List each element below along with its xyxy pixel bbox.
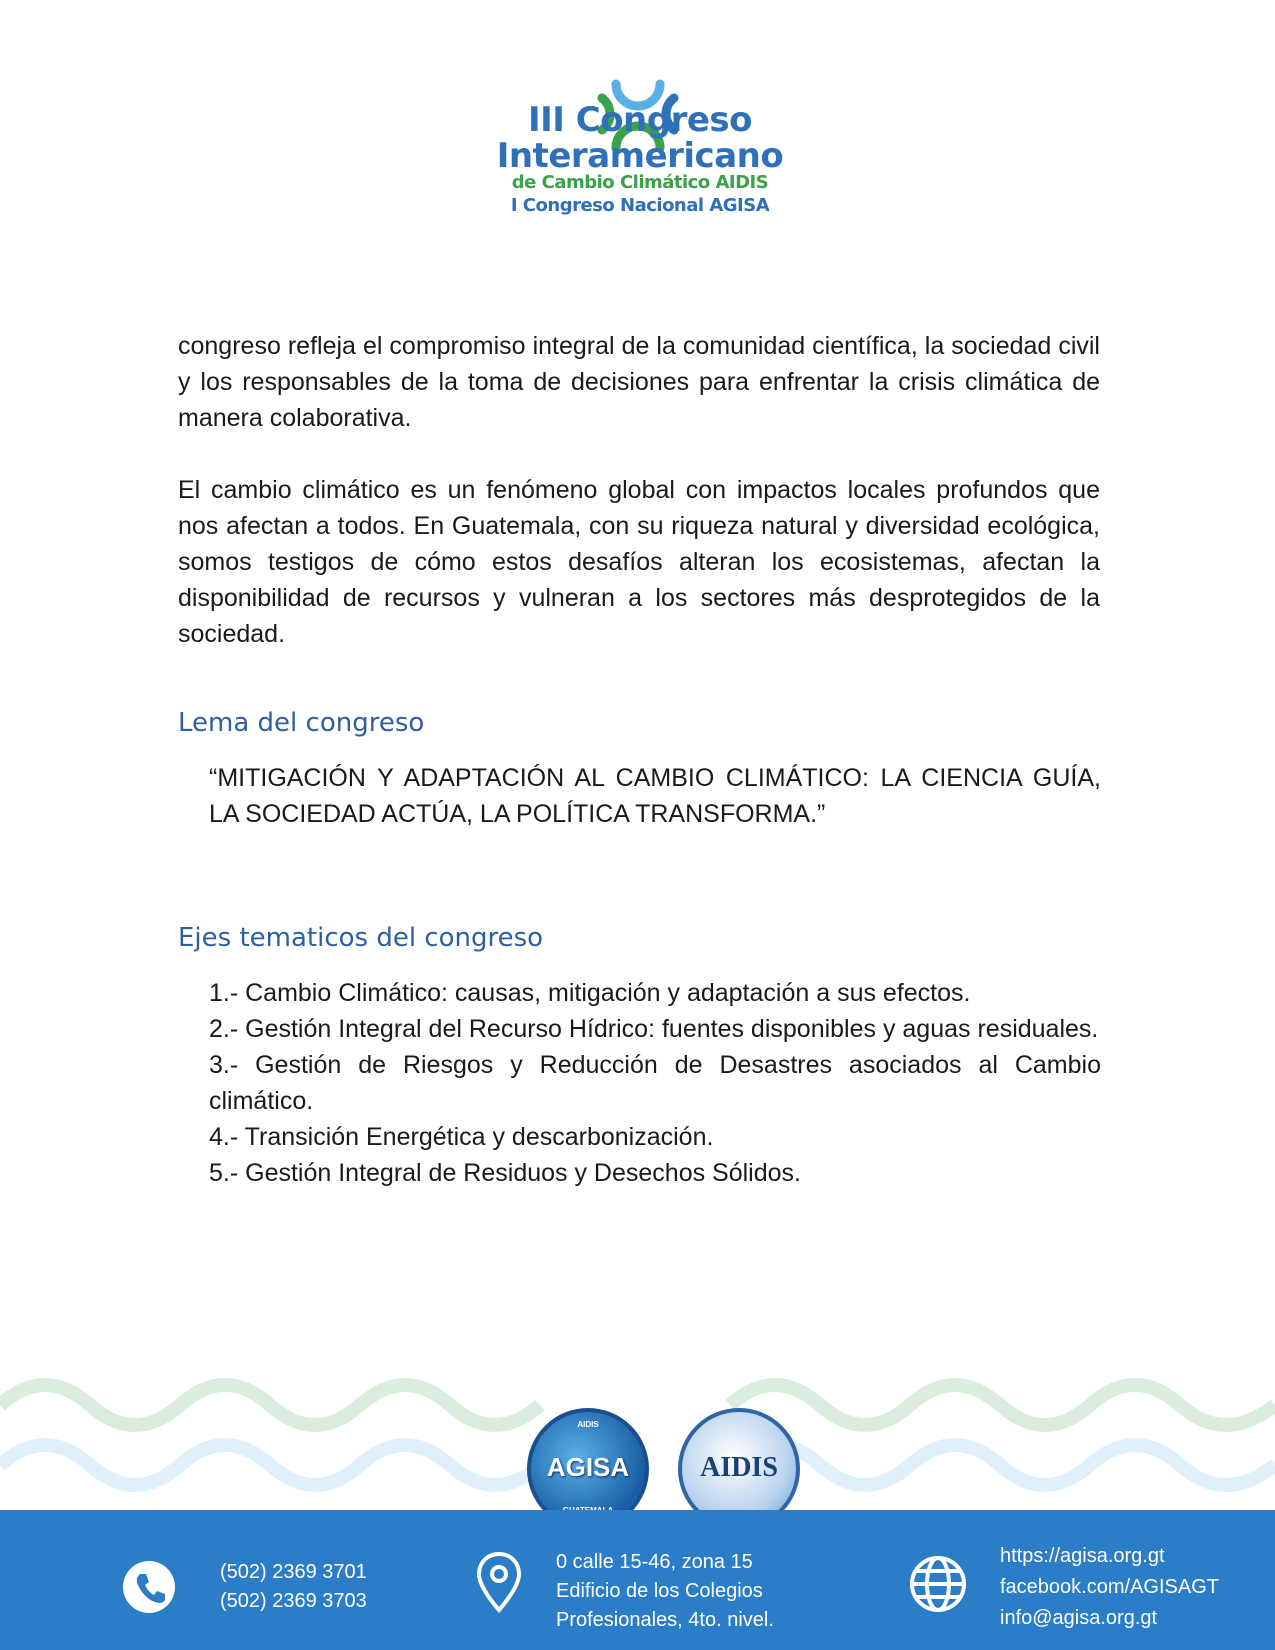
list-item: 1.- Cambio Climático: causas, mitigación y adaptación a sus efectos. [209,979,971,1007]
axes-heading: Ejes tematicos del congreso [178,923,544,953]
axes-list [209,975,1101,1191]
email-link[interactable]: info@agisa.org.gt [1000,1607,1158,1629]
address-line-3: Profesionales, 4to. nivel. [556,1609,774,1631]
motto-heading: Lema del congreso [178,708,425,738]
logo-line-2: Interamericano [496,136,784,176]
website-link[interactable]: https://agisa.org.gt [1000,1545,1165,1567]
list-item: 3.- Gestión de Riesgos y Reducción de Desastres asociados al Cambio climático. [209,1051,1101,1115]
aidis-seal-label: AIDIS [700,1452,778,1483]
phone-number-1[interactable]: (502) 2369 3701 [220,1561,367,1583]
list-item: 4.- Transición Energética y descarbonización. [209,1123,714,1151]
logo-line-1: III Congreso [527,100,753,140]
address-line-1: 0 calle 15-46, zona 15 [556,1551,753,1573]
climate-paragraph: El cambio climático es un fenómeno global con impactos locales profundos que nos afectan a todos. En Guatemala, con su riqueza natural y diversidad ecológica, somos testigos de cómo estos desafíos alteran los ecosistemas, afectan la disponibilidad de recursos y vulneran a los sectores más desprotegidos de la sociedad. [178,476,1100,648]
logo-line-4: I Congreso Nacional AGISA [510,195,770,216]
phone-icon [122,1560,176,1614]
location-pin-icon [474,1550,524,1614]
motto-text: “MITIGACIÓN Y ADAPTACIÓN AL CAMBIO CLIMÁTICO: LA CIENCIA GUÍA, LA SOCIEDAD ACTÚA, LA POLÍTICA TRANSFORMA.” [209,764,1101,828]
logo-line-3: de Cambio Climático AIDIS [511,172,769,193]
phone-number-2[interactable]: (502) 2369 3703 [220,1590,367,1612]
intro-paragraph: congreso refleja el compromiso integral de la comunidad científica, la sociedad civil y los responsables de la toma de decisiones para enfrentar la crisis climática de manera colaborativa. [178,332,1100,432]
list-item: 2.- Gestión Integral del Recurso Hídrico: fuentes disponibles y aguas residuales. [209,1015,1099,1043]
list-item: 5.- Gestión Integral de Residuos y Desechos Sólidos. [209,1159,801,1187]
contact-footer [0,1510,1275,1650]
facebook-link[interactable]: facebook.com/AGISAGT [1000,1576,1219,1598]
globe-icon [908,1554,968,1614]
agisa-seal-top-text: AIDIS [577,1420,599,1429]
address-line-2: Edificio de los Colegios [556,1580,763,1602]
agisa-seal-label: AGISA [546,1452,630,1482]
